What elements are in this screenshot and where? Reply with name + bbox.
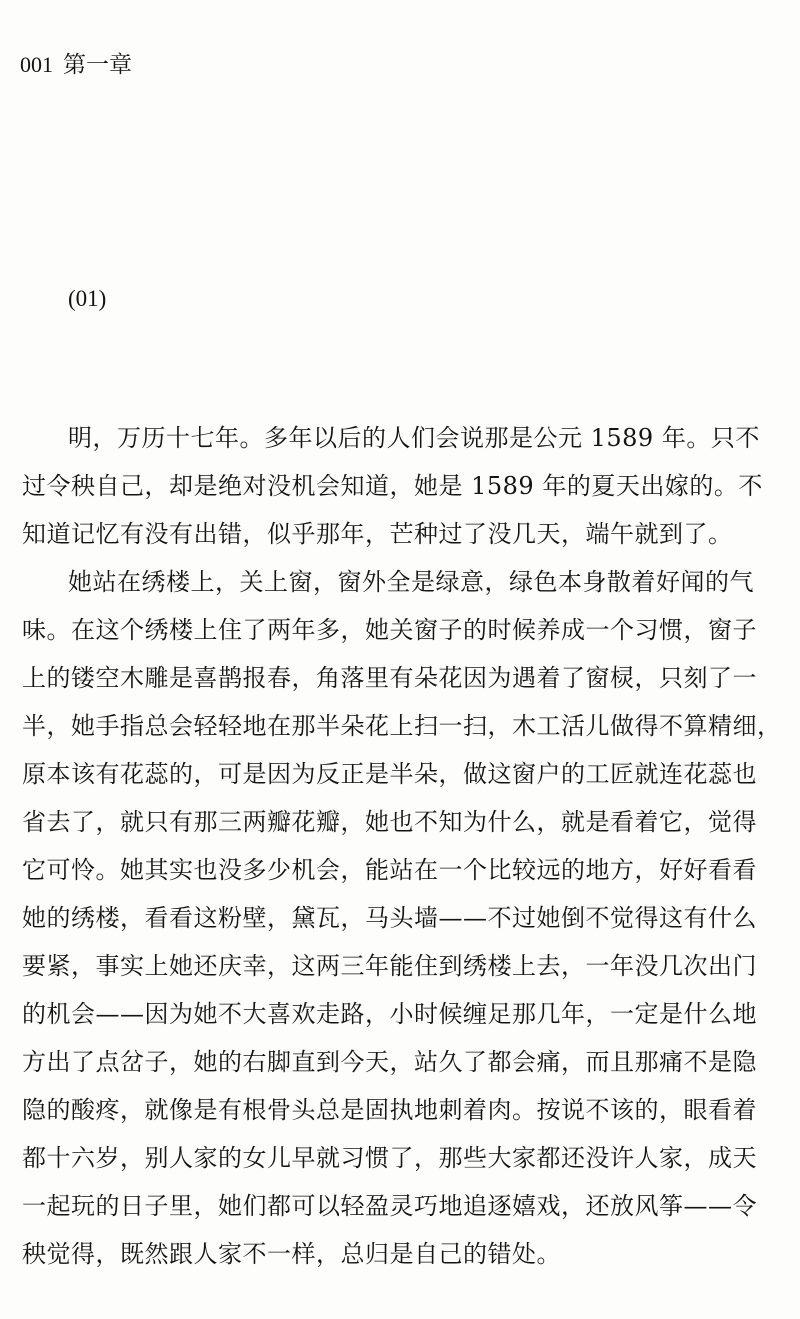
paragraph-line: 的机会——因为她不大喜欢走路，小时候缠足那几年，一定是什么地 (22, 1000, 757, 1028)
paragraph-line: 味。在这个绣楼上住了两年多，她关窗子的时候养成一个习惯，窗子 (22, 616, 757, 644)
paragraph-line: 上的镂空木雕是喜鹊报春，角落里有朵花因为遇着了窗棂，只刻了一 (22, 664, 757, 692)
paragraph-line: 一起玩的日子里，她们都可以轻盈灵巧地追逐嬉戏，还放风筝——令 (22, 1192, 757, 1220)
paragraph-line: 方出了点岔子，她的右脚直到今天，站久了都会痛，而且那痛不是隐 (22, 1048, 757, 1076)
paragraph-line: 隐的酸疼，就像是有根骨头总是固执地刺着肉。按说不该的，眼看着 (22, 1096, 757, 1124)
paragraph-line: 明，万历十七年。多年以后的人们会说那是公元 1589 年。只不 (68, 424, 760, 452)
paragraph-line: 省去了，就只有那三两瓣花瓣，她也不知为什么，就是看着它，觉得 (22, 808, 757, 836)
paragraph-line: 知道记忆有没有出错，似乎那年，芒种过了没几天，端午就到了。 (22, 520, 733, 548)
paragraph-line: 半，她手指总会轻轻地在那半朵花上扫一扫，木工活儿做得不算精细， (22, 712, 782, 740)
paragraph-line: 秧觉得，既然跟人家不一样，总归是自己的错处。 (22, 1240, 561, 1268)
paragraph-line: 她的绣楼，看看这粉壁，黛瓦，马头墙——不过她倒不觉得这有什么 (22, 904, 757, 932)
paragraph-line: 它可怜。她其实也没多少机会，能站在一个比较远的地方，好好看看 (22, 856, 757, 884)
chapter-header (20, 48, 132, 82)
paragraph-line: 她站在绣楼上，关上窗，窗外全是绿意，绿色本身散着好闻的气 (68, 568, 754, 596)
paragraph-line: 原本该有花蕊的，可是因为反正是半朵，做这窗户的工匠就连花蕊也 (22, 760, 757, 788)
page-number: 001 (20, 52, 53, 77)
section-marker: (01) (68, 286, 107, 311)
paragraph-line: 要紧，事实上她还庆幸，这两三年能住到绣楼上去，一年没几次出门 (22, 952, 757, 980)
chapter-title: 第一章 (63, 52, 132, 78)
paragraph-line: 都十六岁，别人家的女儿早就习惯了，那些大家都还没许人家，成天 (22, 1144, 757, 1172)
paragraph-line: 过令秧自己，却是绝对没机会知道，她是 1589 年的夏天出嫁的。不 (22, 472, 763, 500)
